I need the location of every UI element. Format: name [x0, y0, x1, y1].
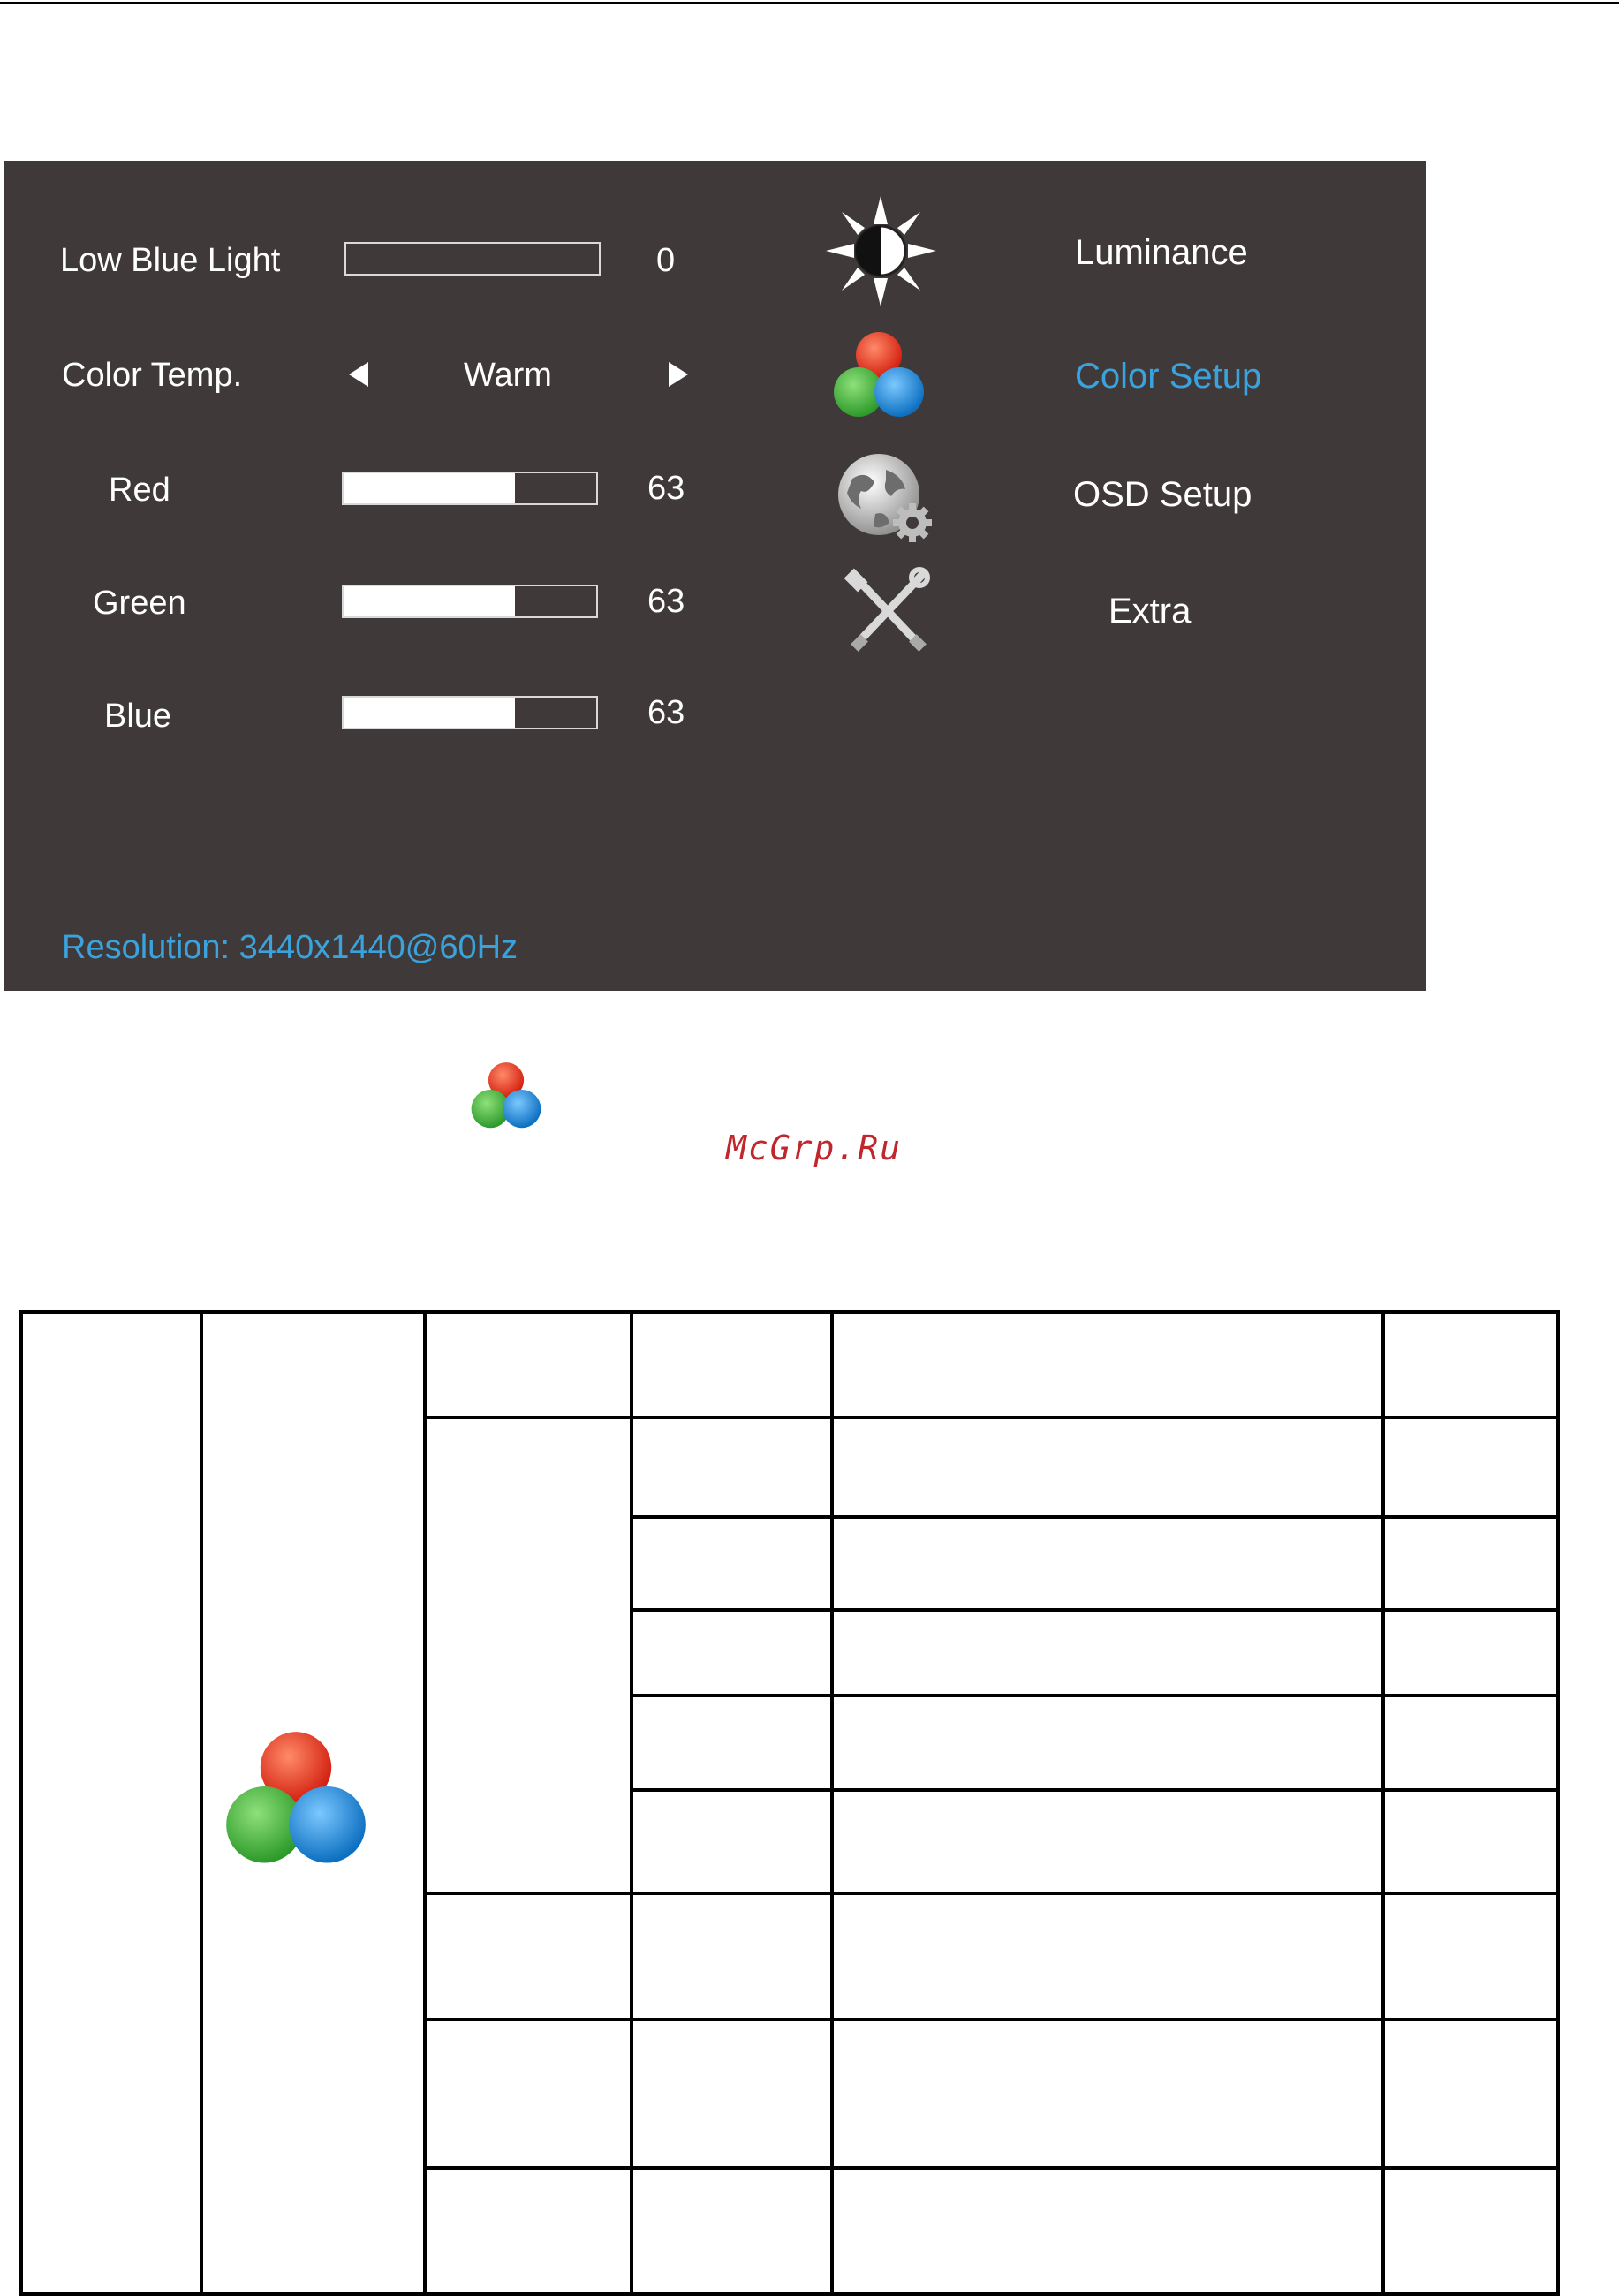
resolution-status: Resolution: 3440x1440@60Hz [62, 929, 518, 966]
setting-label-red: Red [109, 472, 170, 509]
setting-label-color-temp: Color Temp. [62, 357, 243, 394]
color-temp-value: Warm [464, 357, 552, 394]
menu-osd-setup[interactable]: OSD Setup [1073, 475, 1252, 514]
green-value: 63 [647, 583, 685, 620]
menu-color-setup[interactable]: Color Setup [1075, 357, 1262, 396]
setting-label-green: Green [93, 585, 186, 622]
low-blue-light-value: 0 [656, 242, 676, 279]
setting-label-low-blue-light: Low Blue Light [60, 242, 281, 279]
setting-label-blue: Blue [104, 698, 172, 735]
red-value: 63 [647, 470, 685, 507]
menu-luminance[interactable]: Luminance [1075, 233, 1248, 272]
watermark: McGrp.Ru [726, 1129, 903, 1167]
blue-value: 63 [647, 694, 685, 731]
menu-extra[interactable]: Extra [1108, 592, 1192, 631]
color-setup-large-icon [216, 1726, 375, 1877]
